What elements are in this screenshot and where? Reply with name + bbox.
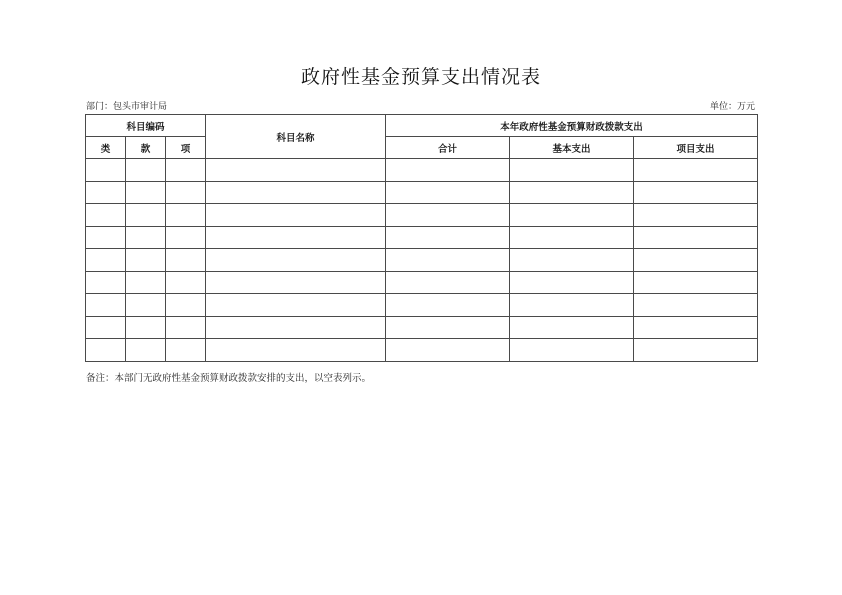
table-row bbox=[86, 226, 758, 249]
table-cell bbox=[634, 316, 758, 339]
table-cell bbox=[126, 339, 166, 362]
table-cell bbox=[510, 249, 634, 272]
table-cell bbox=[386, 204, 510, 227]
table-cell bbox=[86, 181, 126, 204]
table-cell bbox=[386, 294, 510, 317]
table-cell bbox=[206, 294, 386, 317]
table-cell bbox=[386, 226, 510, 249]
table-cell bbox=[206, 204, 386, 227]
header-subject-name: 科目名称 bbox=[206, 115, 386, 159]
table-cell bbox=[166, 316, 206, 339]
table-cell bbox=[126, 316, 166, 339]
table-cell bbox=[126, 271, 166, 294]
unit-label: 单位：万元 bbox=[709, 102, 755, 112]
table-row bbox=[86, 316, 758, 339]
table-cell bbox=[126, 226, 166, 249]
footnote: 备注：本部门无政府性基金预算财政拨款安排的支出，以空表列示。 bbox=[86, 373, 372, 384]
table-row bbox=[86, 249, 758, 272]
table-cell bbox=[86, 271, 126, 294]
table-cell bbox=[166, 159, 206, 182]
header-row-1 bbox=[86, 115, 758, 137]
table-cell bbox=[206, 159, 386, 182]
table-cell bbox=[206, 226, 386, 249]
table-cell bbox=[86, 339, 126, 362]
table-cell bbox=[126, 294, 166, 317]
expenditure-table bbox=[85, 114, 758, 362]
table-cell bbox=[386, 339, 510, 362]
header-total: 合计 bbox=[386, 137, 510, 159]
table-cell bbox=[206, 249, 386, 272]
table-cell bbox=[86, 294, 126, 317]
table-cell bbox=[510, 204, 634, 227]
table-cell bbox=[206, 181, 386, 204]
table-row bbox=[86, 204, 758, 227]
table-cell bbox=[126, 204, 166, 227]
header-subject-code: 科目编码 bbox=[86, 115, 206, 137]
page-title: 政府性基金预算支出情况表 bbox=[300, 66, 541, 88]
table-cell bbox=[86, 159, 126, 182]
table-cell bbox=[386, 181, 510, 204]
table-cell bbox=[634, 159, 758, 182]
table-cell bbox=[510, 181, 634, 204]
table-cell bbox=[206, 271, 386, 294]
table-cell bbox=[634, 204, 758, 227]
table-cell bbox=[510, 271, 634, 294]
table-row bbox=[86, 181, 758, 204]
table-cell bbox=[166, 181, 206, 204]
table-cell bbox=[510, 159, 634, 182]
table-cell bbox=[166, 226, 206, 249]
table-cell bbox=[126, 159, 166, 182]
table-cell bbox=[634, 249, 758, 272]
table-row bbox=[86, 159, 758, 182]
table-cell bbox=[206, 316, 386, 339]
table-cell bbox=[166, 339, 206, 362]
table-cell bbox=[126, 249, 166, 272]
table-cell bbox=[510, 294, 634, 317]
table-cell bbox=[86, 226, 126, 249]
table-cell bbox=[86, 204, 126, 227]
table-cell bbox=[166, 294, 206, 317]
table-cell bbox=[386, 271, 510, 294]
header-lei: 类 bbox=[86, 137, 126, 159]
header-kuan: 款 bbox=[126, 137, 166, 159]
table-cell bbox=[634, 181, 758, 204]
table-cell bbox=[166, 204, 206, 227]
table-cell bbox=[166, 271, 206, 294]
table-cell bbox=[86, 249, 126, 272]
table-cell bbox=[166, 249, 206, 272]
table-row bbox=[86, 339, 758, 362]
table-cell bbox=[510, 339, 634, 362]
table-cell bbox=[386, 159, 510, 182]
header-xiang: 项 bbox=[166, 137, 206, 159]
table-cell bbox=[634, 339, 758, 362]
table-cell bbox=[386, 249, 510, 272]
table-cell bbox=[126, 181, 166, 204]
table-cell bbox=[634, 271, 758, 294]
table-cell bbox=[86, 316, 126, 339]
table-cell bbox=[510, 226, 634, 249]
department-label: 部门：包头市审计局 bbox=[86, 102, 168, 112]
header-row-2 bbox=[86, 137, 758, 159]
table-cell bbox=[510, 316, 634, 339]
table-cell bbox=[634, 226, 758, 249]
table-row bbox=[86, 271, 758, 294]
table-row bbox=[86, 294, 758, 317]
header-project: 项目支出 bbox=[634, 137, 758, 159]
header-expense-group: 本年政府性基金预算财政拨款支出 bbox=[386, 115, 758, 137]
table-body bbox=[86, 159, 758, 362]
table-cell bbox=[634, 294, 758, 317]
table-cell bbox=[386, 316, 510, 339]
table-cell bbox=[206, 339, 386, 362]
header-basic: 基本支出 bbox=[510, 137, 634, 159]
